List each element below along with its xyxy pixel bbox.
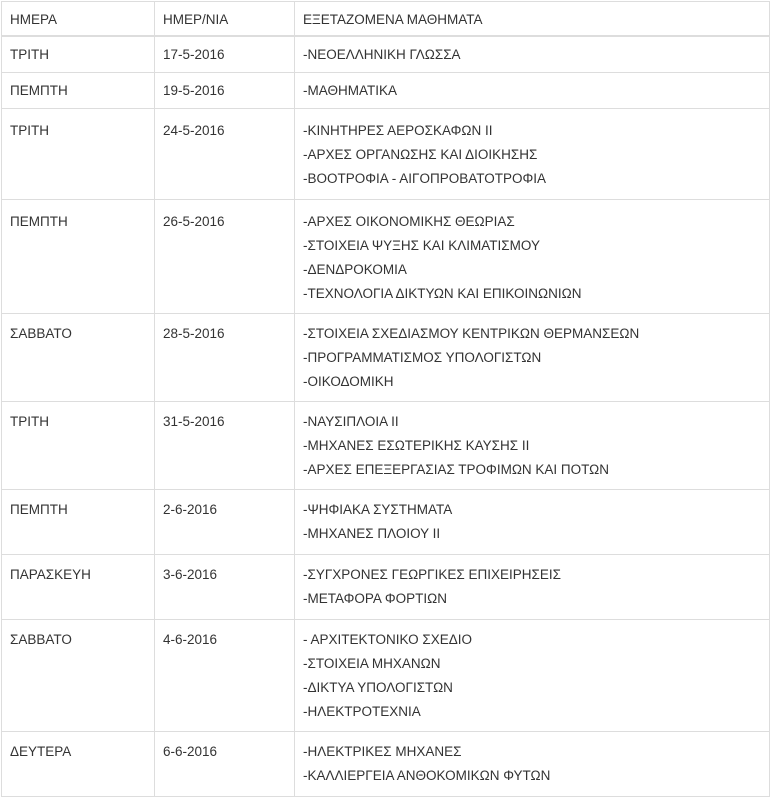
cell-day: ΠΑΡΑΣΚΕΥΗ (2, 555, 155, 620)
subject-item: -ΜΗΧΑΝΕΣ ΕΣΩΤΕΡΙΚΗΣ ΚΑΥΣΗΣ ΙΙ (303, 438, 530, 453)
subject-item: -ΚΙΝΗΤΗΡΕΣ ΑΕΡΟΣΚΑΦΩΝ ΙΙ (303, 123, 493, 138)
cell-day: ΣΑΒΒΑΤΟ (2, 620, 155, 732)
table-row (2, 555, 770, 620)
cell-date: 2-6-2016 (155, 490, 295, 555)
subject-item: -ΑΡΧΕΣ ΕΠΕΞΕΡΓΑΣΙΑΣ ΤΡΟΦΙΜΩΝ ΚΑΙ ΠΟΤΩΝ (303, 462, 610, 477)
subject-item: -ΔΙΚΤΥΑ ΥΠΟΛΟΓΙΣΤΩΝ (303, 680, 453, 695)
table-row (2, 490, 770, 555)
cell-date: 3-6-2016 (155, 555, 295, 620)
cell-day: ΠΕΜΠΤΗ (2, 73, 155, 109)
cell-subjects (295, 555, 770, 620)
table-row (2, 109, 770, 200)
cell-subjects (295, 490, 770, 555)
cell-date: 24-5-2016 (155, 109, 295, 200)
header-date: ΗΜΕΡ/ΝΙΑ (155, 2, 295, 37)
cell-subjects (295, 732, 770, 797)
cell-day: ΤΡΙΤΗ (2, 402, 155, 490)
table-row (2, 73, 770, 109)
cell-subjects (295, 36, 770, 73)
table-header-row (2, 2, 770, 37)
subject-item: -ΣΥΓΧΡΟΝΕΣ ΓΕΩΡΓΙΚΕΣ ΕΠΙΧΕΙΡΗΣΕΙΣ (303, 567, 561, 582)
header-day: ΗΜΕΡΑ (2, 2, 155, 37)
subject-item: -ΝΕΟΕΛΛΗΝΙΚΗ ΓΛΩΣΣΑ (303, 47, 461, 62)
cell-subjects (295, 200, 770, 314)
cell-subjects (295, 314, 770, 402)
cell-date: 4-6-2016 (155, 620, 295, 732)
subject-item: -ΔΕΝΔΡΟΚΟΜΙΑ (303, 262, 407, 277)
cell-date: 6-6-2016 (155, 732, 295, 797)
subject-item: -ΨΗΦΙΑΚΑ ΣΥΣΤΗΜΑΤΑ (303, 502, 453, 517)
subject-item: -ΚΑΛΛΙΕΡΓΕΙΑ ΑΝΘΟΚΟΜΙΚΩΝ ΦΥΤΩΝ (303, 768, 551, 783)
cell-day: ΠΕΜΠΤΗ (2, 490, 155, 555)
cell-day: ΔΕΥΤΕΡΑ (2, 732, 155, 797)
subject-item: -ΟΙΚΟΔΟΜΙΚΗ (303, 374, 394, 389)
cell-subjects (295, 109, 770, 200)
cell-subjects (295, 620, 770, 732)
subject-item: -ΤΕΧΝΟΛΟΓΙΑ ΔΙΚΤΥΩΝ ΚΑΙ ΕΠΙΚΟΙΝΩΝΙΩΝ (303, 286, 582, 301)
exam-schedule-table (1, 1, 770, 797)
subject-item: -ΜΑΘΗΜΑΤΙΚΑ (303, 83, 397, 98)
cell-date: 26-5-2016 (155, 200, 295, 314)
subject-item: -ΒΟΟΤΡΟΦΙΑ - ΑΙΓΟΠΡΟΒΑΤΟΤΡΟΦΙΑ (303, 171, 547, 186)
cell-day: ΠΕΜΠΤΗ (2, 200, 155, 314)
cell-day: ΤΡΙΤΗ (2, 36, 155, 73)
cell-date: 17-5-2016 (155, 36, 295, 73)
subject-item: -ΣΤΟΙΧΕΙΑ ΣΧΕΔΙΑΣΜΟΥ ΚΕΝΤΡΙΚΩΝ ΘΕΡΜΑΝΣΕΩΝ (303, 326, 640, 341)
header-subjects: ΕΞΕΤΑΖΟΜΕΝΑ ΜΑΘΗΜΑΤΑ (295, 2, 770, 37)
table-row (2, 314, 770, 402)
table-row (2, 200, 770, 314)
table-row (2, 36, 770, 73)
subject-item: -ΜΕΤΑΦΟΡΑ ΦΟΡΤΙΩΝ (303, 591, 448, 606)
cell-subjects (295, 73, 770, 109)
cell-date: 28-5-2016 (155, 314, 295, 402)
table-row (2, 402, 770, 490)
subject-item: -ΝΑΥΣΙΠΛΟΙΑ ΙΙ (303, 414, 399, 429)
subject-item: -ΗΛΕΚΤΡΟΤΕΧΝΙΑ (303, 704, 421, 719)
table-row (2, 620, 770, 732)
subject-item: -ΜΗΧΑΝΕΣ ΠΛΟΙΟΥ ΙΙ (303, 526, 441, 541)
subject-item: -ΑΡΧΕΣ ΟΙΚΟΝΟΜΙΚΗΣ ΘΕΩΡΙΑΣ (303, 214, 515, 229)
cell-day: ΤΡΙΤΗ (2, 109, 155, 200)
subject-item: - ΑΡΧΙΤΕΚΤΟΝΙΚΟ ΣΧΕΔΙΟ (303, 632, 472, 647)
table-row (2, 732, 770, 797)
subject-item: -ΠΡΟΓΡΑΜΜΑΤΙΣΜΟΣ ΥΠΟΛΟΓΙΣΤΩΝ (303, 350, 542, 365)
cell-subjects (295, 402, 770, 490)
cell-date: 31-5-2016 (155, 402, 295, 490)
subject-item: -ΗΛΕΚΤΡΙΚΕΣ ΜΗΧΑΝΕΣ (303, 744, 462, 759)
subject-item: -ΣΤΟΙΧΕΙΑ ΜΗΧΑΝΩΝ (303, 656, 441, 671)
subject-item: -ΣΤΟΙΧΕΙΑ ΨΥΞΗΣ ΚΑΙ ΚΛΙΜΑΤΙΣΜΟΥ (303, 238, 540, 253)
cell-day: ΣΑΒΒΑΤΟ (2, 314, 155, 402)
subject-item: -ΑΡΧΕΣ ΟΡΓΑΝΩΣΗΣ ΚΑΙ ΔΙΟΙΚΗΣΗΣ (303, 147, 538, 162)
cell-date: 19-5-2016 (155, 73, 295, 109)
